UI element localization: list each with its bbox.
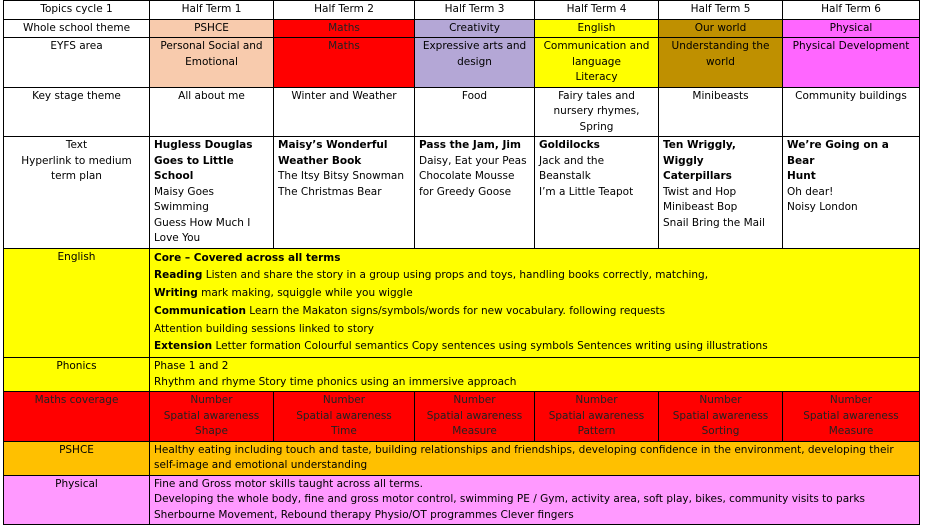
- theme-cell: PSHCE: [150, 19, 274, 38]
- physical-row: [4, 475, 920, 525]
- term-heading-4: Half Term 4: [535, 1, 659, 20]
- text-row-label[interactable]: Text Hyperlink to medium term plan: [4, 137, 150, 249]
- row-label: Physical: [4, 475, 150, 525]
- key-stage-cell: Food: [415, 87, 535, 137]
- key-stage-cell: All about me: [150, 87, 274, 137]
- english-core-heading: Core – Covered across all terms: [154, 251, 341, 264]
- pshce-content: Healthy eating including touch and taste, building relationships and friendships, developing confidence in the environment, developing their self-image and emotional understanding: [150, 441, 920, 475]
- theme-cell: Creativity: [415, 19, 535, 38]
- text-cell: Maisy’s Wonderful Weather Book The Itsy Bitsy Snowman The Christmas Bear: [274, 137, 415, 249]
- english-line: Communication Learn the Makaton signs/symbols/words for new vocabulary. following requests: [154, 304, 666, 317]
- key-stage-cell: Minibeasts: [659, 87, 783, 137]
- theme-cell: Physical: [783, 19, 920, 38]
- eyfs-cell: Expressive arts and design: [415, 38, 535, 88]
- eyfs-cell: Communication and language Literacy: [535, 38, 659, 88]
- key-stage-cell: Winter and Weather: [274, 87, 415, 137]
- theme-cell: Our world: [659, 19, 783, 38]
- theme-cell: English: [535, 19, 659, 38]
- eyfs-cell: Maths: [274, 38, 415, 88]
- text-row: [4, 137, 920, 249]
- maths-cell: Number Spatial awareness Measure: [783, 392, 920, 442]
- english-row: [4, 248, 920, 358]
- term-heading-5: Half Term 5: [659, 1, 783, 20]
- english-line: Attention building sessions linked to story: [154, 322, 374, 335]
- english-content: [150, 248, 920, 358]
- key-stage-cell: Community buildings: [783, 87, 920, 137]
- row-label: PSHCE: [4, 441, 150, 475]
- maths-cell: Number Spatial awareness Time: [274, 392, 415, 442]
- term-heading-3: Half Term 3: [415, 1, 535, 20]
- row-label: Maths coverage: [4, 392, 150, 442]
- english-line: Writing mark making, squiggle while you wiggle: [154, 287, 413, 300]
- maths-cell: Number Spatial awareness Shape: [150, 392, 274, 442]
- row-label: Key stage theme: [4, 87, 150, 137]
- physical-content: Fine and Gross motor skills taught across all terms. Developing the whole body, fine and gross motor control, swimming PE / Gym, activity area, soft play, bikes, community visits to parks Sherbourne Movement, Rebound therapy Physio/OT programmes Clever fingers: [150, 475, 920, 525]
- text-cell: Hugless Douglas Goes to Little School Maisy Goes Swimming Guess How Much I Love You: [150, 137, 274, 249]
- text-cell: Goldilocks Jack and the Beanstalk I’m a Little Teapot: [535, 137, 659, 249]
- english-line: Reading Listen and share the story in a group using props and toys, handling books correctly, matching,: [154, 269, 709, 282]
- cycle-heading: Topics cycle 1: [4, 1, 150, 20]
- medium-term-plan-link[interactable]: Hyperlink to medium: [21, 154, 132, 167]
- header-row: [4, 1, 920, 20]
- theme-cell: Maths: [274, 19, 415, 38]
- phonics-row: [4, 358, 920, 392]
- eyfs-cell: Personal Social and Emotional: [150, 38, 274, 88]
- whole-school-row: [4, 19, 920, 38]
- eyfs-cell: Physical Development: [783, 38, 920, 88]
- maths-row: [4, 392, 920, 442]
- key-stage-row: [4, 87, 920, 137]
- pshce-row: [4, 441, 920, 475]
- row-label: Whole school theme: [4, 19, 150, 38]
- text-cell: Ten Wriggly, Wiggly Caterpillars Twist and Hop Minibeast Bop Snail Bring the Mail: [659, 137, 783, 249]
- phonics-content: Phase 1 and 2 Rhythm and rhyme Story time phonics using an immersive approach: [150, 358, 920, 392]
- key-stage-cell: Fairy tales and nursery rhymes, Spring: [535, 87, 659, 137]
- term-heading-2: Half Term 2: [274, 1, 415, 20]
- maths-cell: Number Spatial awareness Measure: [415, 392, 535, 442]
- term-heading-6: Half Term 6: [783, 1, 920, 20]
- eyfs-cell: Understanding the world: [659, 38, 783, 88]
- english-line: Extension Letter formation Colourful semantics Copy sentences using symbols Sentences writing using illustrations: [154, 340, 768, 353]
- maths-cell: Number Spatial awareness Sorting: [659, 392, 783, 442]
- topics-table: [3, 0, 920, 525]
- row-label: EYFS area: [4, 38, 150, 88]
- text-cell: We’re Going on a Bear Hunt Oh dear! Noisy London: [783, 137, 920, 249]
- term-heading-1: Half Term 1: [150, 1, 274, 20]
- maths-cell: Number Spatial awareness Pattern: [535, 392, 659, 442]
- text-cell: Pass the Jam, Jim Daisy, Eat your Peas Chocolate Mousse for Greedy Goose: [415, 137, 535, 249]
- row-label: Phonics: [4, 358, 150, 392]
- eyfs-row: [4, 38, 920, 88]
- row-label: English: [4, 248, 150, 358]
